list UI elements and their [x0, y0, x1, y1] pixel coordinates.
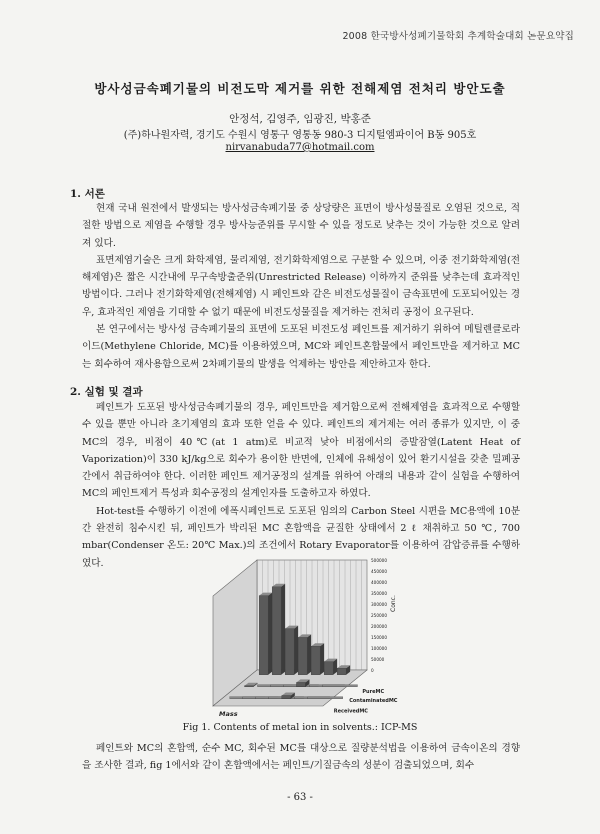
chart-bar-side [307, 634, 311, 674]
paper-title: 방사성금속폐기물의 비전도막 제거를 위한 전해제염 전처리 방안도출 [94, 81, 506, 96]
paragraph: 페인트가 도포된 방사성금속폐기물의 경우, 페인트만을 제거함으로써 전해제염을 효과적으로 수행할 수 있을 뿐만 아니라 초기제염의 효과 또한 얻을 수 있다. 페인트의 제거제는 여러 종류가 있지만, 이 중 MC의 경우, 비점이 40℃(at 1 atm)로 비교적 낮아 비점에서의 증발잠열(Latent Heat of Vaporization)이 330 kJ/kg으로 회수가 용이한 반면에, 인체에 유해성이 있어 환기시설을 갖춘 밀폐공간에서 취급하여야 한다. 이러한 페인트 제거공정의 설계를 위하여 아래의 내용과 같이 실험을 수행하여 MC의 페인트제거 특성과 회수공정의 설계인자를 도출하고자 하였다. [82, 402, 520, 500]
chart-bar [311, 646, 320, 675]
y-tick-label: 150000 [371, 635, 387, 640]
y-tick-label: 0 [371, 668, 374, 673]
chart-bar [244, 686, 253, 687]
authors: 안정석, 김영주, 임광진, 박홍준 [229, 113, 371, 125]
chart-bar [324, 662, 333, 675]
y-tick-label: 250000 [371, 613, 387, 618]
y-tick-label: 200000 [371, 624, 387, 629]
chart-bar [337, 668, 346, 675]
paragraph: 페인트와 MC의 혼합액, 순수 MC, 회수된 MC를 대상으로 질량분석법을 이용하여 금속이온의 경향을 조사한 결과, fig 1에서와 같이 혼합액에서는 페인트/기질금속의 성분이 검출되었으며, 회수 [82, 743, 520, 772]
y-tick-label: 100000 [371, 646, 387, 651]
chart-bar [282, 696, 291, 699]
section-1-heading: 1. 서론 [70, 188, 105, 200]
figure-1 [185, 552, 417, 720]
figure-caption: Fig 1. Contents of metal ion in solvents.: ICP-MS [182, 722, 418, 733]
chart-bar [272, 587, 281, 675]
chart-bar [259, 596, 268, 675]
header-note: 2008 한국방사성폐기물학회 추계학술대회 논문요약집 [342, 31, 574, 42]
y-tick-label: 400000 [371, 580, 387, 585]
y-tick-label: 500000 [371, 558, 387, 563]
chart-bar-side [294, 626, 298, 675]
series-label: ReceivedMC [333, 708, 368, 715]
affiliation: (주)하나원자력, 경기도 수원시 영통구 영통동 980-3 디지털엠파이어 B동 905호 [123, 130, 477, 141]
y-tick-label: 300000 [371, 602, 387, 607]
chart-bar [298, 637, 307, 674]
y-tick-label: 350000 [371, 591, 387, 596]
section-2-heading: 2. 실험 및 결과 [70, 386, 143, 398]
paragraph: 표면제염기술은 크게 화학제염, 물리제염, 전기화학제염으로 구분할 수 있으며, 이중 전기화학제염(전해제염)은 짧은 시간내에 무구속방출준위(Unrestricted Release) 이하까지 준위를 낮추는데 효과적인 방법이다. 그러나 전기화학제염(전해제염) 시 페인트와 같은 비전도성물질이 금속표면에 도포되어있는 경우, 효과적인 제염을 기대할 수 없기 때문에 비전도성물질을 제거하는 전처리 공정이 요구된다. [82, 254, 520, 318]
email-link[interactable]: nirvanabuda77@hotmail.com [225, 142, 375, 153]
series-label: PureMC [362, 689, 385, 696]
y-tick-label: 450000 [371, 569, 387, 574]
chart-bar-side [268, 593, 272, 675]
chart-bar-side [320, 643, 324, 675]
section-1-body [82, 200, 520, 373]
email-line [0, 142, 600, 153]
series-label: ContaminatedMC [349, 697, 398, 704]
chart-bar-side [281, 584, 285, 675]
closing-paragraph [82, 740, 520, 775]
chart-bar [322, 685, 357, 687]
paragraph: Hot-test를 수행하기 이전에 에폭시페인트로 도포된 임의의 Carbon Steel 시편을 MC용액에 10분간 완전히 침수시킨 뒤, 페인트가 박리된 MC 혼합액을 균질한 상태에서 2 ℓ 채취하고 50 ℃, 700 mbar(Condenser 온도: 20℃ Max.)의 조건에서 Rotary Evaporator를 이용하여 감압증류를 수행하였다. [82, 505, 520, 569]
metal-ion-chart [185, 552, 417, 720]
z-axis-label: Conc. [390, 595, 397, 612]
x-axis-label: Mass [219, 710, 238, 718]
page-number: - 63 - [287, 792, 313, 803]
y-tick-label: 50000 [371, 657, 385, 662]
section-2-body [82, 399, 520, 572]
paragraph: 본 연구에서는 방사성 금속폐기물의 표면에 도포된 비전도성 페인트를 제거하기 위하여 메틸렌클로라이드(Methylene Chloride, MC)를 이용하였으며, MC와 페인트혼합물에서 페인트만을 제거하고 MC는 회수하여 재사용함으로써 2차폐기물의 발생을 억제하는 방안을 제안하고자 한다. [82, 324, 520, 370]
paragraph: 현재 국내 원전에서 발생되는 방사성금속폐기물 중 상당량은 표면이 방사성물질로 오염된 것으로, 적절한 방법으로 제염을 수행할 경우 방사능준위를 무시할 수 있을 정도로 낮추는 것이 가능한 것으로 알려져 있다. [82, 203, 520, 249]
chart-bar [308, 697, 343, 699]
chart-bar [285, 629, 294, 675]
chart-bar [296, 682, 305, 686]
